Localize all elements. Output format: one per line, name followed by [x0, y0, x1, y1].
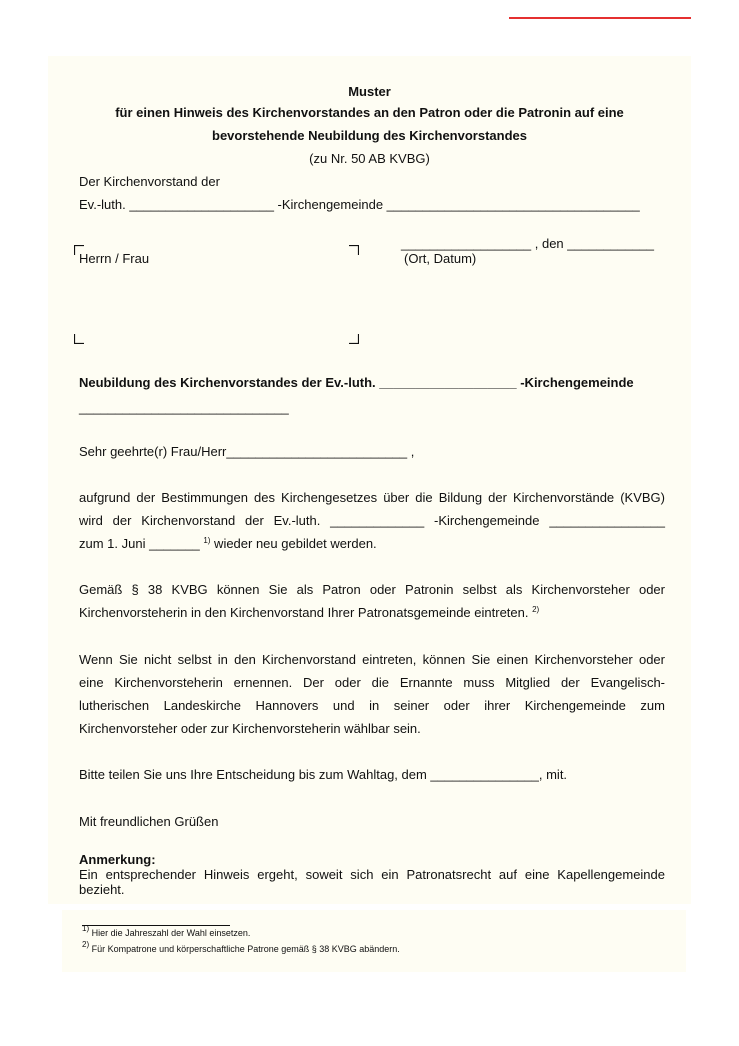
- paragraph-3: [79, 648, 665, 740]
- paragraph-2: [79, 578, 665, 624]
- paragraph-2-line2-text: Kirchenvorsteherin in den Kirchenvorstand Ihrer Patronatsgemeinde eintreten.: [79, 605, 533, 620]
- document-subtitle-line1: für einen Hinweis des Kirchenvorstandes an den Patron oder die Patronin auf eine: [115, 105, 624, 120]
- subject-line1: Neubildung des Kirchenvorstandes der Ev.-luth. ___________________ -Kirchengemeinde: [79, 375, 634, 390]
- note-heading: Anmerkung:: [79, 852, 156, 867]
- document-reference: (zu Nr. 50 AB KVBG): [309, 151, 430, 166]
- paragraph-1-line2: wird der Kirchenvorstand der Ev.-luth. _____________ -Kirchengemeinde ________________: [79, 513, 665, 528]
- closing: Mit freundlichen Grüßen: [79, 814, 219, 829]
- paragraph-1-line1: aufgrund der Bestimmungen des Kirchengesetzes über die Bildung der Kirchenvorstände (KVBG): [79, 490, 665, 505]
- note-line2: bezieht.: [79, 882, 125, 897]
- paragraph-1: [79, 486, 665, 555]
- footnote-1-text: Hier die Jahreszahl der Wahl einsetzen.: [89, 928, 251, 938]
- footnote-ref-1: 1): [203, 536, 211, 545]
- address-salutation: Herrn / Frau: [79, 251, 150, 266]
- address-corner-bottom-left-icon: [74, 334, 84, 344]
- document-title: Muster: [348, 84, 391, 99]
- sender-line1: Der Kirchenvorstand der: [79, 174, 220, 189]
- paragraph-2-line1: Gemäß § 38 KVBG können Sie als Patron oder Patronin selbst als Kirchenvorsteher oder: [79, 582, 665, 597]
- footnote-area: [62, 910, 686, 972]
- document-subtitle-line2: bevorstehende Neubildung des Kirchenvorstandes: [212, 128, 527, 143]
- paragraph-3-line4: Kirchenvorsteher oder zur Kirchenvorsteherin wählbar sein.: [79, 721, 421, 736]
- paragraph-2-line2: [79, 601, 665, 624]
- footnote-2-mark: 2): [82, 940, 90, 949]
- sender-line2: Ev.-luth. ____________________ -Kirchengemeinde ___________________________________: [79, 197, 640, 212]
- footnote-1: [82, 924, 251, 939]
- paragraph-1-line3-text: zum 1. Juni _______: [79, 536, 204, 551]
- footnote-ref-2: 2): [532, 605, 540, 614]
- place-date-label: (Ort, Datum): [404, 251, 477, 266]
- paragraph-3-line1: Wenn Sie nicht selbst in den Kirchenvorstand eintreten, können Sie einen Kirchenvorsteher oder: [79, 652, 665, 667]
- address-corner-bottom-right-icon: [349, 334, 359, 344]
- footnote-2: [82, 940, 400, 955]
- footnote-2-text: Für Kompatrone und körperschaftliche Patrone gemäß § 38 KVBG abändern.: [89, 944, 400, 954]
- paragraph-1-line3-end: wieder neu gebildet werden.: [210, 536, 377, 551]
- address-corner-top-right-icon: [349, 245, 359, 255]
- note-text: [79, 867, 665, 897]
- top-red-rule: [509, 17, 691, 19]
- subject-line2: _____________________________: [79, 400, 289, 415]
- note-line1: Ein entsprechender Hinweis ergeht, soweit sich ein Patronatsrecht auf eine Kapellengemeinde: [79, 867, 665, 882]
- footnote-1-mark: 1): [82, 924, 90, 933]
- paragraph-3-line3: lutherischen Landeskirche Hannovers und in seiner oder ihrer Kirchengemeinde zum: [79, 698, 665, 713]
- place-date-line: __________________ , den ____________: [401, 236, 655, 251]
- footnote-separator: [82, 925, 230, 926]
- paragraph-3-line2: eine Kirchenvorsteherin ernennen. Der oder die Ernannte muss Mitglied der Evangelisch-: [79, 675, 665, 690]
- greeting: Sehr geehrte(r) Frau/Herr_________________________ ,: [79, 444, 415, 459]
- paragraph-1-line3: [79, 532, 665, 555]
- paragraph-4: Bitte teilen Sie uns Ihre Entscheidung bis zum Wahltag, dem _______________, mit.: [79, 767, 568, 782]
